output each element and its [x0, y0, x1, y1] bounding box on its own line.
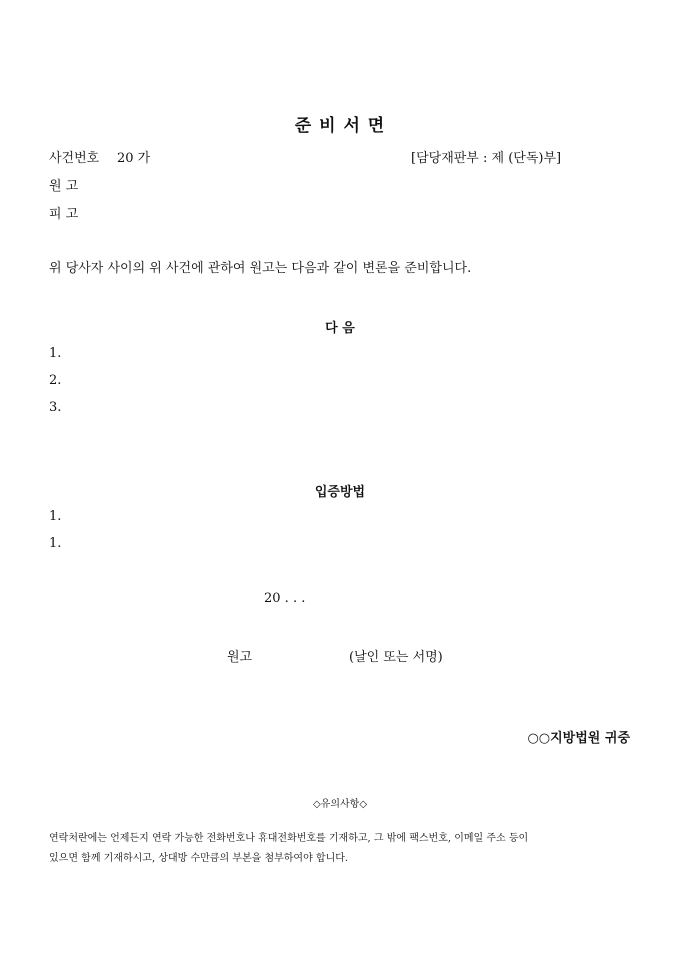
case-number-label: 사건번호 — [49, 151, 100, 166]
court-assignment: [담당재판부 : 제 (단독)부] — [411, 151, 562, 166]
following-item-2: 2. — [49, 373, 62, 388]
court-recipient: ○○지방법원 귀중 — [527, 731, 630, 746]
seal-or-signature-text: (날인 또는 서명) — [349, 650, 443, 665]
case-number-value: 20 가 — [117, 151, 151, 166]
following-item-1: 1. — [49, 346, 62, 361]
document-title: 준 비 서 면 — [294, 116, 386, 136]
notice-line-1: 연락처란에는 언제든지 연락 가능한 전화번호나 휴대전화번호를 기재하고, 그 밖에 팩스번호, 이메일 주소 등이 — [49, 833, 529, 844]
following-item-3: 3. — [49, 400, 62, 415]
evidence-item-1: 1. — [49, 509, 62, 524]
evidence-item-2: 1. — [49, 536, 62, 551]
evidence-heading: 입증방법 — [314, 485, 366, 500]
defendant-label: 피 고 — [49, 207, 79, 222]
intro-sentence: 위 당사자 사이의 위 사건에 관하여 원고는 다음과 같이 변론을 준비합니다. — [49, 261, 472, 276]
signature-label: 원고 — [227, 650, 253, 665]
notice-line-2: 있으면 함께 기재하시고, 상대방 수만큼의 부본을 첨부하여야 합니다. — [49, 853, 349, 864]
notice-heading: ◇유의사항◇ — [312, 799, 368, 810]
date-line: 20 . . . — [264, 591, 306, 606]
plaintiff-label: 원 고 — [49, 179, 79, 194]
following-heading: 다 음 — [325, 321, 355, 336]
